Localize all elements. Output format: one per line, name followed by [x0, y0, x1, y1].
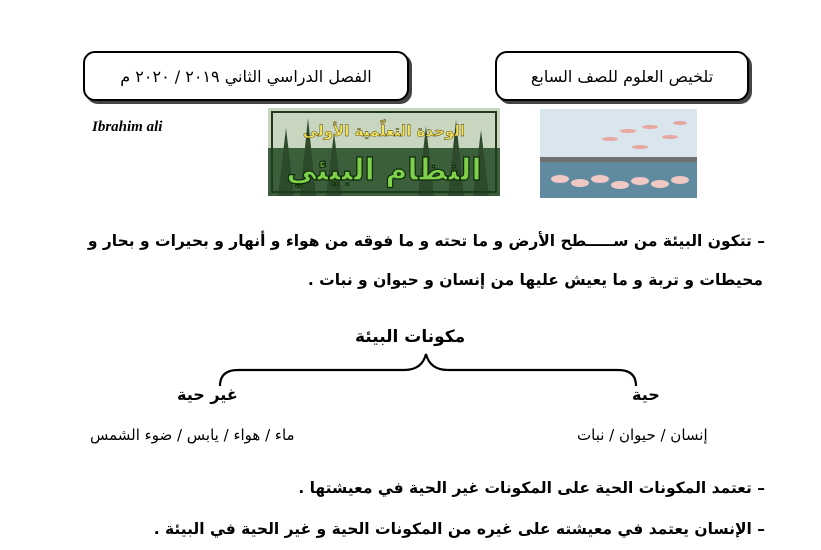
unit-banner-line2: النظام البيئي — [286, 153, 482, 188]
brace-connector — [218, 352, 638, 392]
unit-banner-image — [268, 108, 500, 196]
author-name: Ibrahim ali — [92, 119, 163, 135]
living-components-label: حية — [632, 385, 660, 404]
living-examples: إنسان / حيوان / نبات — [577, 426, 708, 444]
title-box — [495, 51, 749, 101]
semester-label: الفصل الدراسي الثاني ٢٠١٩ / ٢٠٢٠ م — [120, 66, 372, 86]
paragraph-environment-line1: – تتكون البيئة من ســـــطح الأرض و ما تحته و ما فوقه من هواء و أنهار و بحيرات و بحار و — [87, 232, 765, 250]
paragraph-environment-line2: محيطات و تربة و ما يعيش عليها من إنسان و حيوان و نبات . — [307, 271, 763, 289]
summary-title: تلخيص العلوم للصف السابع — [530, 66, 714, 86]
unit-banner-line1: الوحدة التعلّمية الأولى — [302, 122, 466, 140]
nonliving-components-label: غير حية — [177, 385, 238, 404]
paragraph-dependency: – تعتمد المكونات الحية على المكونات غير الحية في معيشتها . — [298, 479, 765, 497]
flamingo-photo — [540, 109, 697, 198]
semester-box — [83, 51, 409, 101]
nonliving-examples: ماء / هواء / يابس / ضوء الشمس — [90, 426, 295, 444]
diagram-title: مكونات البيئة — [355, 327, 466, 347]
paragraph-human: – الإنسان يعتمد في معيشته على غيره من المكونات الحية و غير الحية في البيئة . — [153, 520, 765, 538]
